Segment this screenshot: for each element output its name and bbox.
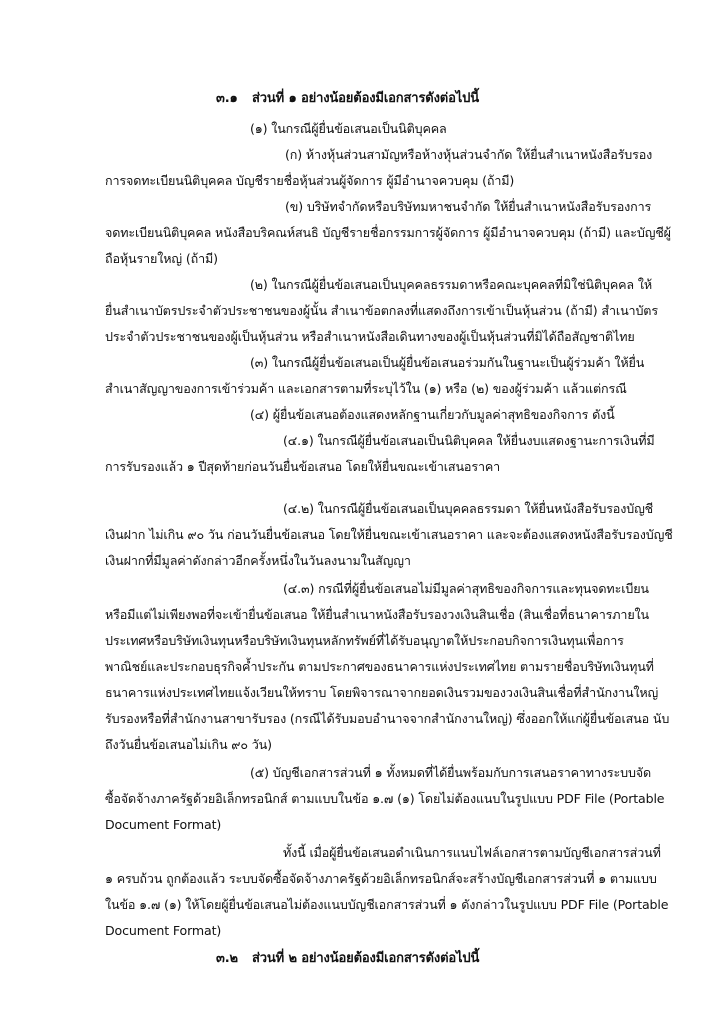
item-4-header: (๔) ผู้ยื่นข้อเสนอต้องแสดงหลักฐานเกี่ยวกับมูลค่าสุทธิของกิจการ ดังนี้ (250, 407, 615, 422)
item-1a-line-2: การจดทะเบียนนิติบุคคล บัญชีรายชื่อหุ้นส่วนผู้จัดการ ผู้มีอำนาจควบคุม (ถ้ามี) (105, 173, 515, 188)
item-2-line-1: (๒) ในกรณีผู้ยื่นข้อเสนอเป็นบุคคลธรรมดาหรือคณะบุคคลที่มิใช่นิติบุคคล ให้ (250, 277, 652, 292)
section-3-2-number: ๓.๒ (216, 951, 238, 966)
item-1b-line-1: (ข) บริษัทจำกัดหรือบริษัทมหาชนจำกัด ให้ยื่นสำเนาหนังสือรับรองการ (285, 199, 652, 214)
item-4-1-line-1: (๔.๑) ในกรณีผู้ยื่นข้อเสนอเป็นนิติบุคคล ให้ยื่นงบแสดงฐานะการเงินที่มี (283, 433, 655, 448)
note-line-4: Document Format) (105, 923, 222, 938)
item-3-line-2: สำเนาสัญญาของการเข้าร่วมค้า และเอกสารตามที่ระบุไว้ใน (๑) หรือ (๒) ของผู้ร่วมค้า แล้วแต่กรณี (105, 381, 627, 396)
item-3-line-1: (๓) ในกรณีผู้ยื่นข้อเสนอเป็นผู้ยื่นข้อเสนอร่วมกันในฐานะเป็นผู้ร่วมค้า ให้ยื่น (250, 355, 645, 370)
item-1b-line-2: จดทะเบียนนิติบุคคล หนังสือบริคณห์สนธิ บัญชีรายชื่อกรรมการผู้จัดการ ผู้มีอำนาจควบคุม (ถ้ามี) และบัญชีผู้ (105, 225, 671, 240)
item-4-3-line-3: ประเทศหรือบริษัทเงินทุนหรือบริษัทเงินทุนหลักทรัพย์ที่ได้รับอนุญาตให้ประกอบกิจการเงินทุนเพื่อการ (105, 633, 624, 648)
item-5-line-1: (๕) บัญชีเอกสารส่วนที่ ๑ ทั้งหมดที่ได้ยื่นพร้อมกับการเสนอราคาทางระบบจัด (250, 765, 652, 780)
item-4-3-line-1: (๔.๓) กรณีที่ผู้ยื่นข้อเสนอไม่มีมูลค่าสุทธิของกิจการและทุนจดทะเบียน (283, 581, 649, 596)
section-3-2-title: ส่วนที่ ๒ อย่างน้อยต้องมีเอกสารดังต่อไปนี้ (252, 951, 480, 966)
item-4-3-line-5: ธนาคารแห่งประเทศไทยแจ้งเวียนให้ทราบ โดยพิจารณาจากยอดเงินรวมของวงเงินสินเชื่อที่สำนักงานใหญ่ (105, 685, 659, 700)
item-4-2-line-2: เงินฝาก ไม่เกิน ๙๐ วัน ก่อนวันยื่นข้อเสนอ โดยให้ยื่นขณะเข้าเสนอราคา และจะต้องแสดงหนังสือรับรองบัญชี (105, 527, 673, 542)
item-2-line-2: ยื่นสำเนาบัตรประจำตัวประชาชนของผู้นั้น สำเนาข้อตกลงที่แสดงถึงการเข้าเป็นหุ้นส่วน (ถ้ามี) สำเนาบัตร (105, 303, 658, 318)
item-1a-line-1: (ก) ห้างหุ้นส่วนสามัญหรือห้างหุ้นส่วนจำกัด ให้ยื่นสำเนาหนังสือรับรอง (285, 147, 653, 162)
note-line-3: ในข้อ ๑.๗ (๑) ให้โดยผู้ยื่นข้อเสนอไม่ต้องแนบบัญชีเอกสารส่วนที่ ๑ ดังกล่าวในรูปแบบ PDF File (Portable (105, 897, 669, 912)
item-4-2-line-1: (๔.๒) ในกรณีผู้ยื่นข้อเสนอเป็นบุคคลธรรมดา ให้ยื่นหนังสือรับรองบัญชี (283, 501, 654, 516)
note-line-1: ทั้งนี้ เมื่อผู้ยื่นข้อเสนอดำเนินการแนบไฟล์เอกสารตามบัญชีเอกสารส่วนที่ (283, 845, 661, 860)
item-4-3-line-4: พาณิชย์และประกอบธุรกิจค้ำประกัน ตามประกาศของธนาคารแห่งประเทศไทย ตามรายชื่อบริษัทเงินทุนที่ (105, 659, 654, 674)
item-2-line-3: ประจำตัวประชาชนของผู้เป็นหุ้นส่วน หรือสำเนาหนังสือเดินทางของผู้เป็นหุ้นส่วนที่มิได้ถือสัญชาติไทย (105, 329, 635, 344)
section-3-1-title: ส่วนที่ ๑ อย่างน้อยต้องมีเอกสารดังต่อไปนี้ (252, 91, 479, 106)
item-4-3-line-7: ถึงวันยื่นข้อเสนอไม่เกิน ๙๐ วัน) (105, 737, 272, 752)
item-4-1-line-2: การรับรองแล้ว ๑ ปีสุดท้ายก่อนวันยื่นข้อเสนอ โดยให้ยื่นขณะเข้าเสนอราคา (105, 459, 501, 474)
item-1-header: (๑) ในกรณีผู้ยื่นข้อเสนอเป็นนิติบุคคล (250, 121, 447, 136)
note-line-2: ๑ ครบถ้วน ถูกต้องแล้ว ระบบจัดซื้อจัดจ้างภาครัฐด้วยอิเล็กทรอนิกส์จะสร้างบัญชีเอกสารส่วนที่ ๑ ตามแบบ (105, 871, 657, 886)
item-5-line-2: ซื้อจัดจ้างภาครัฐด้วยอิเล็กทรอนิกส์ ตามแบบในข้อ ๑.๗ (๑) โดยไม่ต้องแนบในรูปแบบ PDF File (Portable (105, 791, 665, 806)
item-4-2-line-3: เงินฝากที่มีมูลค่าดังกล่าวอีกครั้งหนึ่งในวันลงนามในสัญญา (105, 553, 411, 568)
section-3-1-number: ๓.๑ (216, 91, 238, 106)
item-4-3-line-2: หรือมีแต่ไม่เพียงพอที่จะเข้ายื่นข้อเสนอ ให้ยื่นสำเนาหนังสือรับรองวงเงินสินเชื่อ (สินเชื่อที่ธนาคารภายใน (105, 607, 650, 622)
item-1b-line-3: ถือหุ้นรายใหญ่ (ถ้ามี) (105, 251, 218, 266)
item-4-3-line-6: รับรองหรือที่สำนักงานสาขารับรอง (กรณีได้รับมอบอำนาจจากสำนักงานใหญ่) ซึ่งออกให้แก่ผู้ยื่นข้อเสนอ นับ (105, 711, 670, 726)
item-5-line-3: Document Format) (105, 817, 222, 832)
